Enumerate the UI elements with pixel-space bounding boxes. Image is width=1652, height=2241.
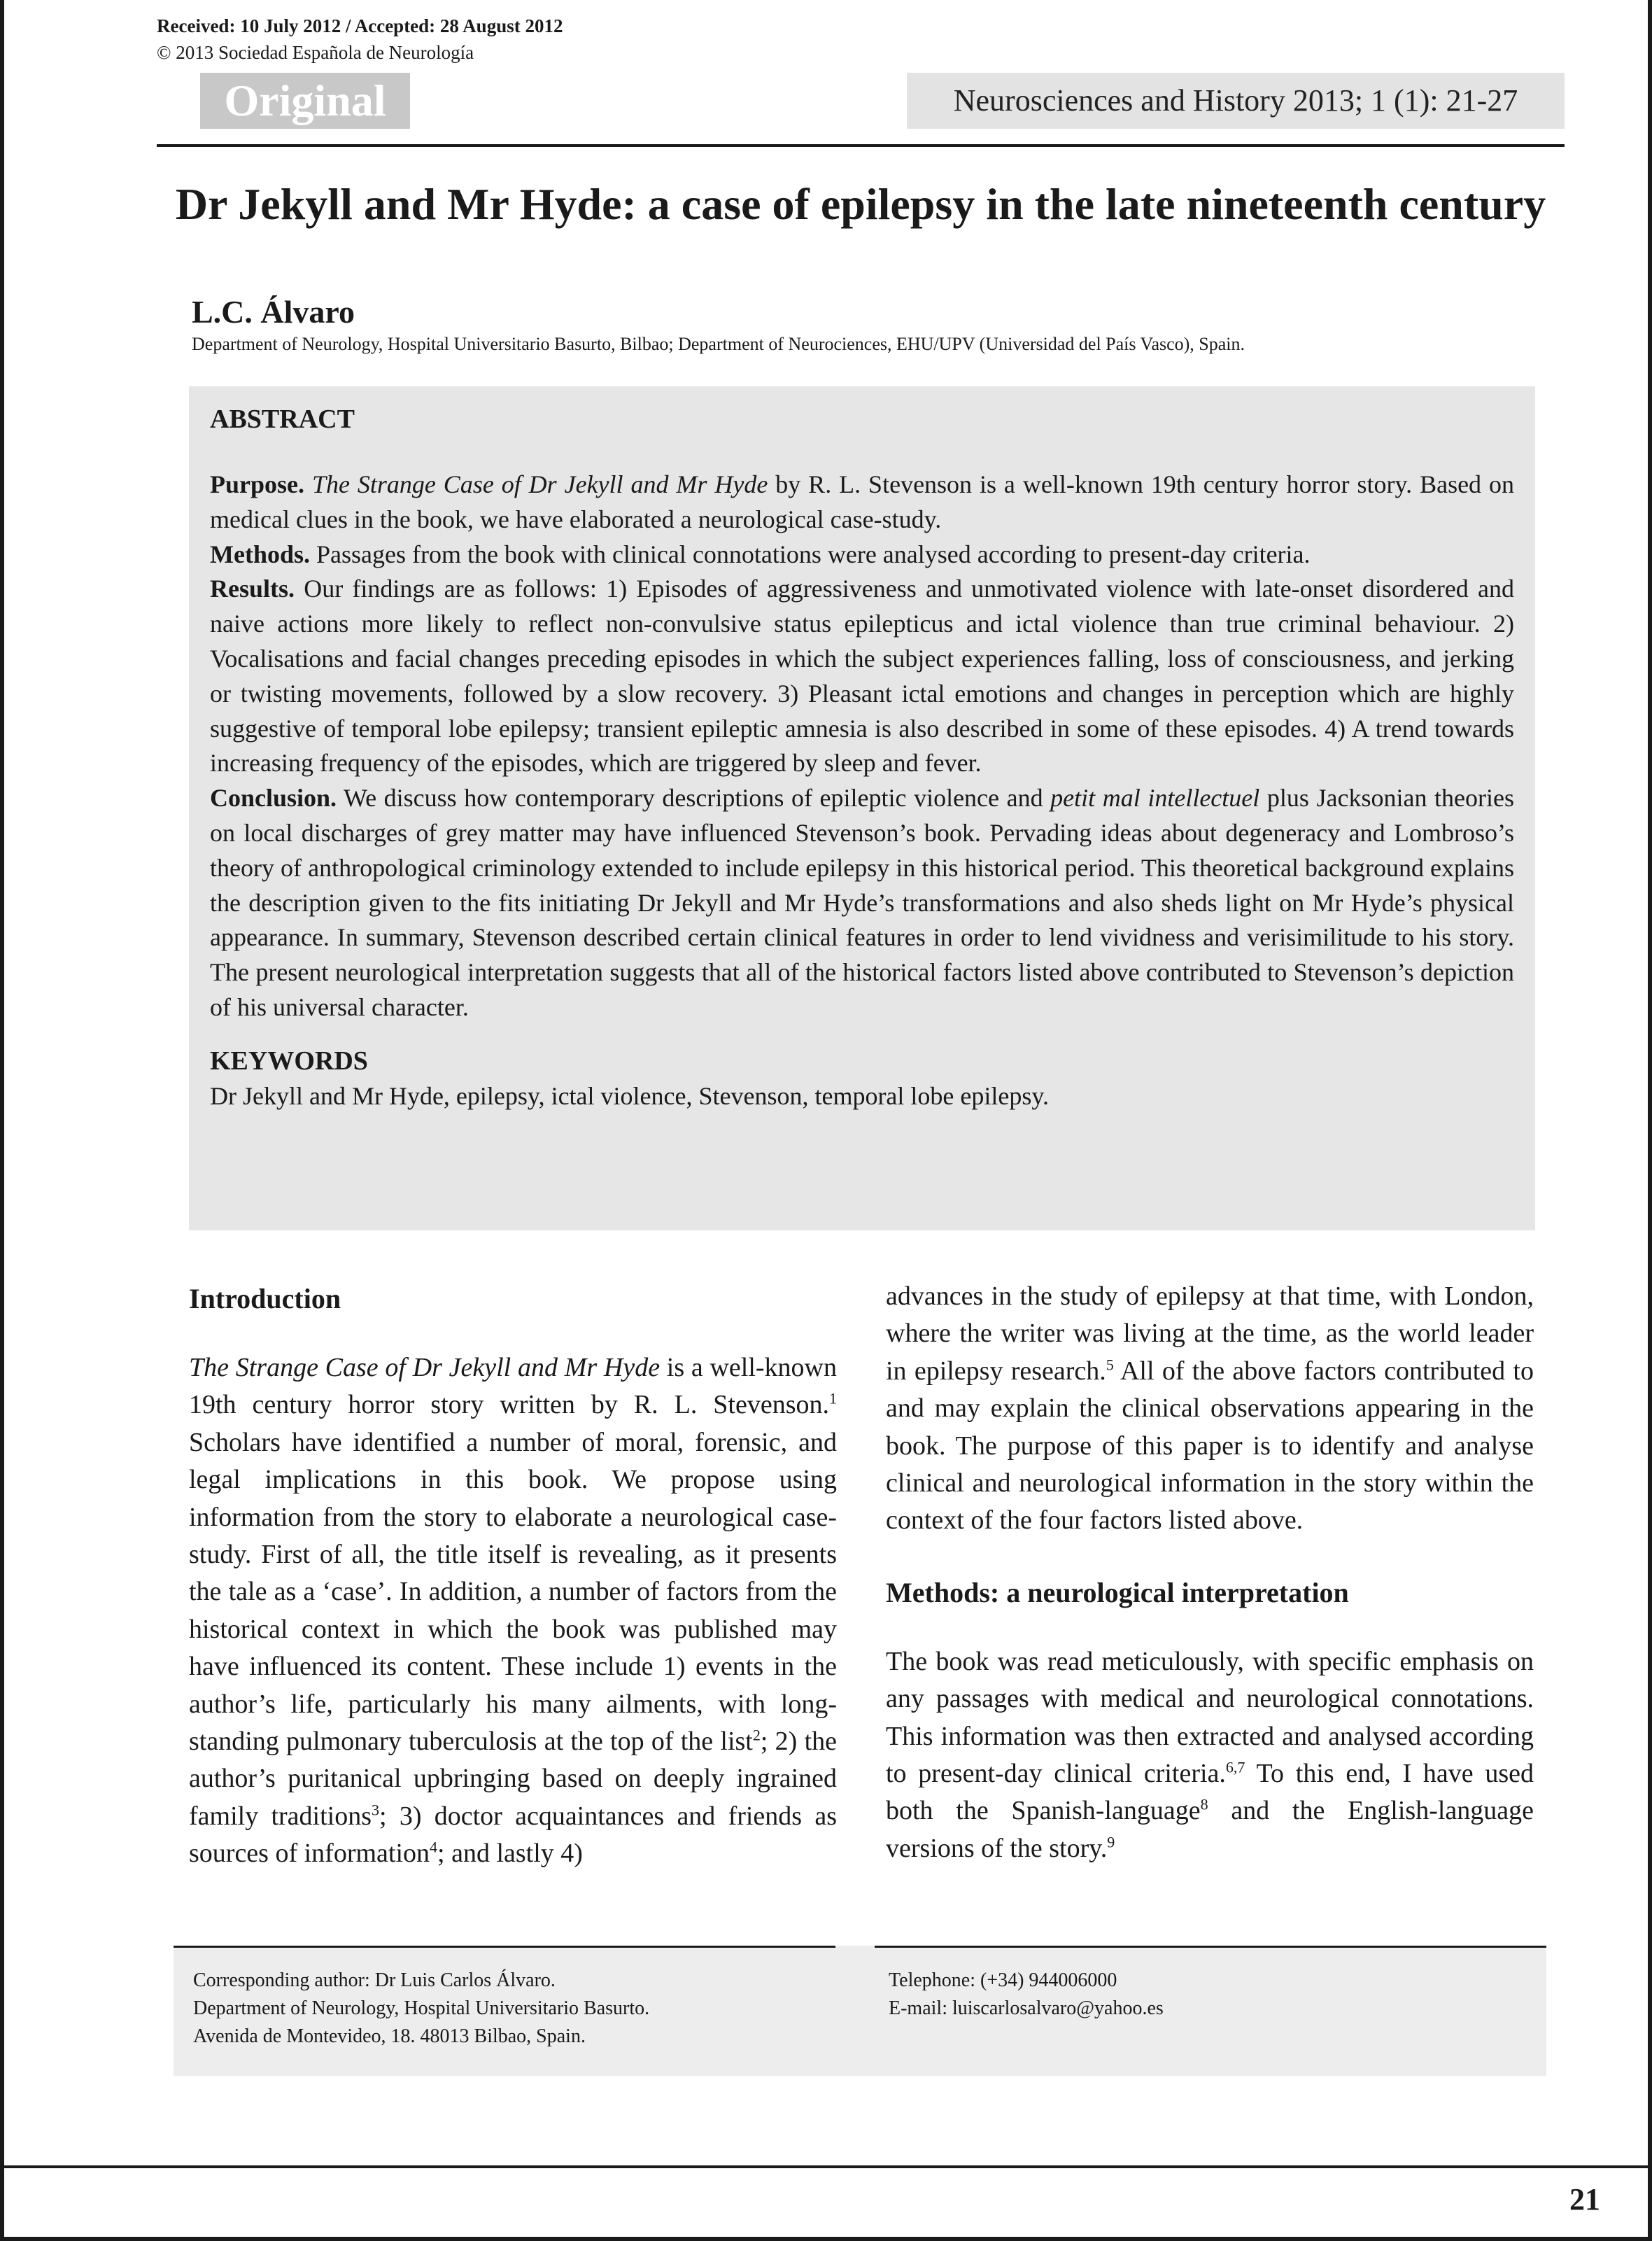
footnote-divider-right — [875, 1946, 1546, 1948]
footnote-divider-left — [174, 1946, 835, 1948]
conclusion-text-1: We discuss how contemporary descriptions of epileptic violence and — [337, 784, 1051, 813]
methods-paragraph — [886, 1643, 1534, 1867]
keywords-list: Dr Jekyll and Mr Hyde, epilepsy, ictal violence, Stevenson, temporal lobe epilepsy. — [210, 1081, 1050, 1110]
page-number: 21 — [1569, 2182, 1600, 2217]
corresponding-author-address: Avenida de Montevideo, 18. 48013 Bilbao, Spain. — [193, 2025, 586, 2047]
reference-2: 2 — [752, 1726, 761, 1744]
author-name: L.C. Álvaro — [192, 294, 355, 330]
spacer — [189, 1320, 837, 1349]
body-column-left — [189, 1278, 837, 1873]
introduction-continued — [886, 1278, 1534, 1540]
conclusion-italic-term: petit mal intellectuel — [1050, 784, 1260, 813]
abstract-conclusion — [210, 781, 1514, 1025]
methods-text: Passages from the book with clinical connotations were analysed according to present-day criteria. — [310, 540, 1311, 568]
contact-info — [889, 1967, 1164, 2023]
methods-heading: Methods: a neurological interpretation — [886, 1576, 1349, 1608]
email-address[interactable]: E-mail: luiscarlosalvaro@yahoo.es — [889, 1997, 1164, 2019]
body-column-right — [886, 1278, 1534, 1867]
intro-text-5: ; and lastly 4) — [437, 1839, 583, 1869]
introduction-heading: Introduction — [189, 1283, 341, 1314]
methods-label: Methods. — [210, 540, 310, 568]
abstract-box — [189, 386, 1535, 1230]
right-text-2: All of the above factors contributed to and may explain the clinical observations appearing in the book. The purpose of this paper is to identify and analyse clinical and neurological information in the story within the context of the four factors listed above. — [886, 1356, 1534, 1536]
intro-book-title: The Strange Case of Dr Jekyll and Mr Hyde — [189, 1353, 661, 1382]
article-title: Dr Jekyll and Mr Hyde: a case of epilepsy in the late nineteenth century — [175, 179, 1546, 229]
journal-reference: Neurosciences and History 2013; 1 (1): 21-27 — [907, 73, 1565, 129]
intro-text-2: Scholars have identified a number of moral, forensic, and legal implications in this book. We propose using information from the story to elaborate a neurological case-study. First of all, the title itself is revealing, as it presents the tale as a ‘case’. In addition, a number of factors from the historical context in which the book was published may have influenced its content. These include 1) events in the author’s life, particularly his many ailments, with long-standing pulmonary tuberculosis at the top of the list — [189, 1427, 837, 1757]
purpose-label: Purpose. — [210, 470, 304, 498]
right-text-1: advances in the study of epilepsy at that time, with London, where the writer was living at the time, as the world leader in epilepsy research. — [886, 1281, 1534, 1386]
reference-5: 5 — [1106, 1356, 1114, 1374]
results-text: Our findings are as follows: 1) Episodes of aggressiveness and unmotivated violence with late-onset disordered and naive actions more likely to reflect non-convulsive status epilepticus and ictal violence than true criminal behaviour. 2) Vocalisations and facial changes preceding episodes in which the subject experiences falling, loss of consciousness, and jerking or twisting movements, followed by a slow recovery. 3) Pleasant ictal emotions and changes in perception which are highly suggestive of temporal lobe epilepsy; transient epileptic amnesia is also described in some of these episodes. 4) A trend towards increasing frequency of the episodes, which are triggered by sleep and fever. — [210, 575, 1514, 778]
received-accepted-dates: Received: 10 July 2012 / Accepted: 28 August 2012 — [157, 15, 563, 36]
footer-divider — [0, 2165, 1652, 2168]
abstract-methods — [210, 538, 1514, 572]
introduction-paragraph — [189, 1349, 837, 1873]
telephone: Telephone: (+34) 944006000 — [889, 1969, 1117, 1991]
methods-text-1: The book was read meticulously, with specific emphasis on any passages with medical and neurological connotations. This information was then extracted and analysed according to present-day clinical criteria. — [886, 1646, 1534, 1789]
corresponding-author-name: Corresponding author: Dr Luis Carlos Álvaro. — [193, 1969, 556, 1991]
article-dates — [157, 13, 563, 66]
keywords-heading: KEYWORDS — [210, 1046, 368, 1076]
purpose-text: by R. L. Stevenson is a well-known 19th century horror story. Based on medical clues in the book, we have elaborated a neurological case-study. — [210, 470, 1514, 533]
reference-3: 3 — [372, 1801, 380, 1819]
methods-text-2: To this end, I have used both the Spanish-language — [886, 1759, 1534, 1826]
reference-8: 8 — [1200, 1795, 1208, 1813]
conclusion-text-2: plus Jacksonian theories on local discharges of grey matter may have influenced Stevenson’s book. Pervading ideas about degeneracy and Lombroso’s theory of anthropological criminology extended to include epilepsy in this historical period. This theoretical background explains the description given to the fits initiating Dr Jekyll and Mr Hyde’s transformations and also sheds light on Mr Hyde’s physical appearance. In summary, Stevenson described certain clinical features in order to lend vividness and verisimilitude to his story. The present neurological interpretation suggests that all of the historical factors listed above contributed to Stevenson’s depiction of his universal character. — [210, 784, 1514, 1021]
reference-6-7: 6,7 — [1225, 1758, 1245, 1776]
conclusion-label: Conclusion. — [210, 784, 337, 813]
abstract-purpose — [210, 468, 1514, 538]
reference-9: 9 — [1107, 1833, 1115, 1851]
spacer — [886, 1540, 1534, 1572]
copyright-notice: © 2013 Sociedad Española de Neurología — [157, 42, 474, 63]
purpose-book-title: The Strange Case of Dr Jekyll and Mr Hyde — [311, 470, 768, 498]
intro-text-1: is a well-known 19th century horror story written by R. L. Stevenson. — [189, 1353, 837, 1420]
reference-1: 1 — [828, 1389, 837, 1407]
corresponding-author — [193, 1967, 649, 2051]
abstract-results — [210, 572, 1514, 781]
abstract-text — [210, 468, 1514, 1025]
spacer — [886, 1614, 1534, 1643]
intro-text-4: ; 3) doctor acquaintances and friends as sources of information — [189, 1801, 838, 1869]
methods-text-3: and the English-language versions of the story. — [886, 1796, 1534, 1863]
abstract-heading: ABSTRACT — [210, 405, 355, 434]
intro-text-3: ; 2) the author’s puritanical upbringing based on deeply ingrained family traditions — [189, 1727, 837, 1831]
corresponding-author-department: Department of Neurology, Hospital Universitario Basurto. — [193, 1997, 650, 2019]
header-divider — [157, 144, 1565, 147]
section-badge: Original — [200, 73, 410, 129]
reference-4: 4 — [430, 1838, 438, 1856]
author-affiliation: Department of Neurology, Hospital Universitario Basurto, Bilbao; Department of Neurociences, EHU/UPV (Universidad del País Vasco), Spain. — [192, 334, 1245, 354]
results-label: Results. — [210, 575, 295, 603]
